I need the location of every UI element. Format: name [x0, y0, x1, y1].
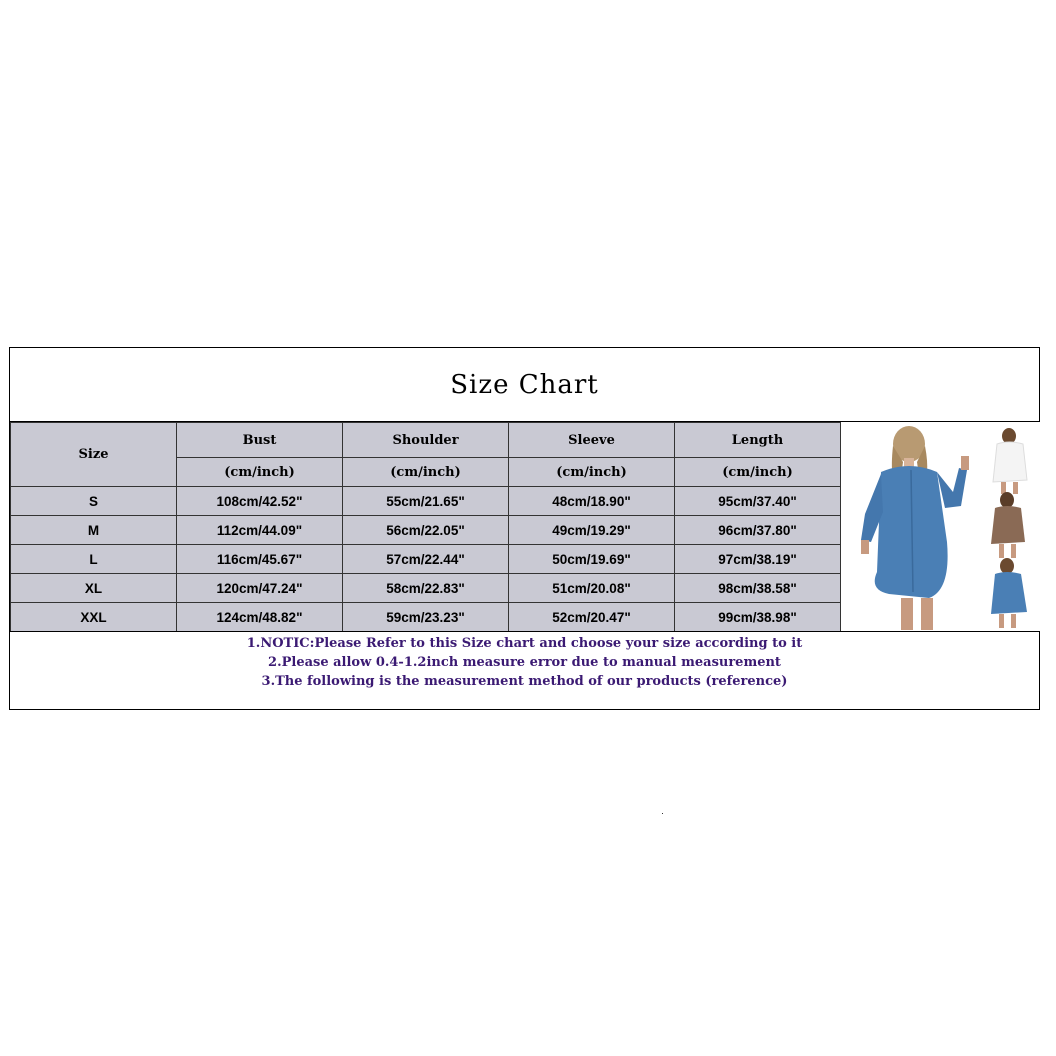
- main-model-figure: [861, 426, 969, 630]
- size-cell: XL: [11, 574, 177, 603]
- length-cell: 97cm/38.19": [675, 545, 841, 574]
- unit-label-bust: (cm/inch): [177, 458, 343, 487]
- shoulder-cell: 59cm/23.23": [343, 603, 509, 632]
- note-line: 1.NOTIC:Please Refer to this Size chart and choose your size according to it: [246, 636, 803, 651]
- table-row: [11, 574, 841, 603]
- shoulder-cell: 55cm/21.65": [343, 487, 509, 516]
- bust-cell: 124cm/48.82": [177, 603, 343, 632]
- size-table: [10, 422, 841, 632]
- size-cell: S: [11, 487, 177, 516]
- size-cell: L: [11, 545, 177, 574]
- page-title: Size Chart: [10, 348, 1039, 422]
- bust-cell: 112cm/44.09": [177, 516, 343, 545]
- stray-dot: [662, 813, 663, 814]
- brown-variant-figure: [991, 492, 1025, 558]
- table-row: [11, 545, 841, 574]
- table-row: [11, 603, 841, 632]
- column-header-sleeve: Sleeve: [509, 423, 675, 458]
- sleeve-cell: 49cm/19.29": [509, 516, 675, 545]
- length-cell: 96cm/37.80": [675, 516, 841, 545]
- unit-label-shoulder: (cm/inch): [343, 458, 509, 487]
- white-variant-figure: [993, 428, 1027, 494]
- length-cell: 95cm/37.40": [675, 487, 841, 516]
- sleeve-cell: 52cm/20.47": [509, 603, 675, 632]
- shirt-dress-illustration: [841, 422, 1040, 631]
- column-header-length: Length: [675, 423, 841, 458]
- column-header-bust: Bust: [177, 423, 343, 458]
- bust-cell: 108cm/42.52": [177, 487, 343, 516]
- length-cell: 98cm/38.58": [675, 574, 841, 603]
- length-cell: 99cm/38.98": [675, 603, 841, 632]
- shoulder-cell: 57cm/22.44": [343, 545, 509, 574]
- sleeve-cell: 51cm/20.08": [509, 574, 675, 603]
- note-line: 2.Please allow 0.4-1.2inch measure error due to manual measurement: [268, 655, 781, 670]
- blue-variant-figure: [991, 558, 1027, 628]
- bust-cell: 116cm/45.67": [177, 545, 343, 574]
- table-row: [11, 516, 841, 545]
- shoulder-cell: 56cm/22.05": [343, 516, 509, 545]
- unit-label-sleeve: (cm/inch): [509, 458, 675, 487]
- product-photo: [840, 422, 1040, 631]
- table-row: [11, 487, 841, 516]
- column-header-shoulder: Shoulder: [343, 423, 509, 458]
- size-column-header: Size: [11, 423, 177, 487]
- size-chart-card: [9, 347, 1040, 710]
- bust-cell: 120cm/47.24": [177, 574, 343, 603]
- sleeve-cell: 48cm/18.90": [509, 487, 675, 516]
- shoulder-cell: 58cm/22.83": [343, 574, 509, 603]
- size-notes: [10, 631, 1039, 710]
- unit-label-length: (cm/inch): [675, 458, 841, 487]
- sleeve-cell: 50cm/19.69": [509, 545, 675, 574]
- size-cell: M: [11, 516, 177, 545]
- size-cell: XXL: [11, 603, 177, 632]
- note-line: 3.The following is the measurement method of our products (reference): [261, 674, 788, 689]
